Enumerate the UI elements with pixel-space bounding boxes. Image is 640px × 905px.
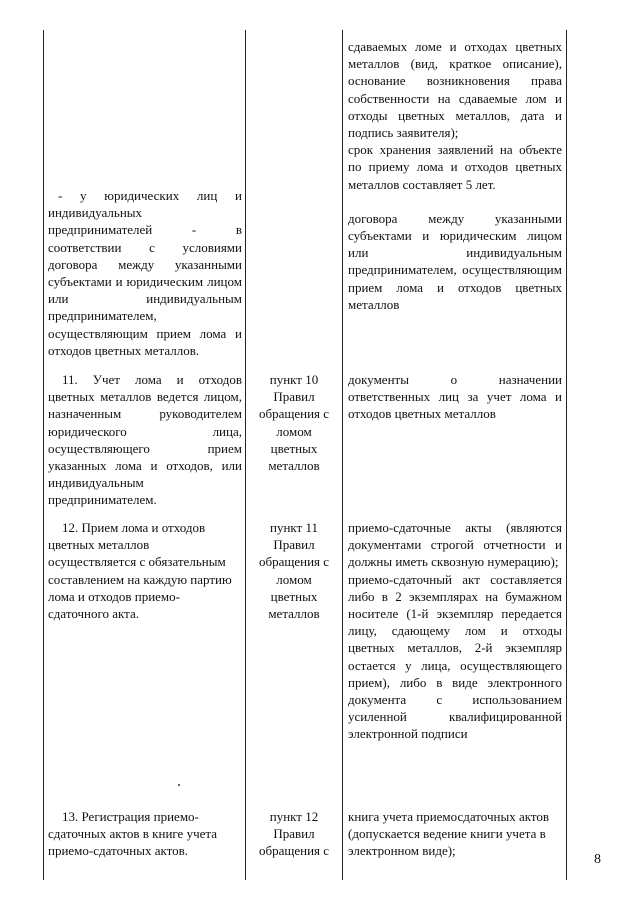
row12-documents (348, 519, 562, 743)
row0-col3-p2: срок хранения заявлений на объекте по приему лома и отходов цветных металлов составляет 5 лет. (348, 142, 562, 192)
table-column-divider-2 (342, 30, 343, 880)
scan-speck (178, 784, 180, 786)
row12-reference: пункт 11 Правил обращения с ломом цветных металлов (258, 520, 330, 622)
row12-col3-p1: приемо-сдаточные акты (являются документами строгой отчетности и должны иметь сквозную нумерацию); (348, 520, 562, 570)
row11-documents: документы о назначении ответственных лиц за учет лома и отходов цветных металлов (348, 372, 562, 422)
page-number: 8 (594, 852, 601, 867)
row0-col3-p3: договора между указанными субъектами и юридическим лицом или индивидуальным предпринимателем, осуществляющим прием лома и отходов цветных металлов (348, 210, 562, 312)
row0-col1-text: - у юридических лиц и индивидуальных предпринимателей - в соответствии с условиями договора между указанными субъектами и юридическим лицом или индивидуальным предпринимателем, осуществляющим прием лома и отходов цветных металлов. (48, 188, 242, 358)
table-right-border (566, 30, 567, 880)
row0-col3-p1: сдаваемых ломе и отходах цветных металлов (вид, краткое описание), основание возникновения права собственности на сдаваемые лом и отходы цветных металлов, дата и подпись заявителя); (348, 39, 562, 141)
row11-reference: пункт 10 Правил обращения с ломом цветных металлов (258, 372, 330, 474)
row0-col3-text (348, 38, 562, 313)
table-left-border (43, 30, 44, 880)
row13-requirement: 13. Регистрация приемо-сдаточных актов в книге учета приемо-сдаточных актов. (48, 809, 217, 859)
row13-reference: пункт 12 Правил обращения с (258, 809, 330, 859)
row12-requirement: 12. Прием лома и отходов цветных металлов осуществляется с обязательным составлением на каждую партию лома и отходов приемо-сдаточного акта. (48, 520, 232, 622)
row13-documents: книга учета приемосдаточных актов (допускается ведение книги учета в электронном виде); (348, 809, 550, 859)
row12-col3-p2: приемо-сдаточный акт составляется либо в 2 экземплярах на бумажном носителе (1-й экземпляр передается лицу, сдающему лом и отходы цветных металлов, 2-й экземпляр остается у лица, осуществляющего прием), либо в виде электронного документа с использованием усиленной квалифицированной электронной подписи (348, 571, 562, 742)
row11-requirement: 11. Учет лома и отходов цветных металлов ведется лицом, назначенным руководителем юридического лица, осуществляющего прием указанных лома и отходов, или индивидуальным предпринимателем. (48, 372, 242, 508)
table-column-divider-1 (245, 30, 246, 880)
